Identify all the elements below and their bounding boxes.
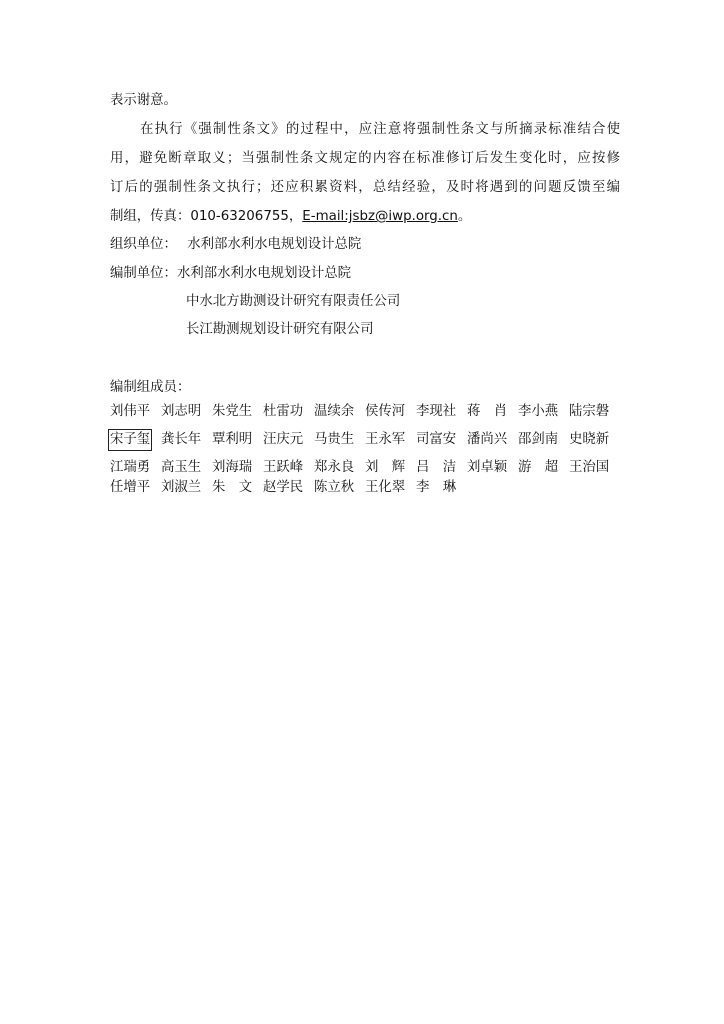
member-name: 朱 文	[212, 480, 253, 495]
member-name: 侯传河	[365, 404, 406, 419]
fax-text: 制组，传真：010-63206755，	[110, 209, 303, 224]
member-name: 刘淑兰	[161, 480, 202, 495]
organizer-label: 组织单位：	[110, 237, 177, 252]
member-name: 王化翠	[365, 480, 406, 495]
member-name: 李 琳	[416, 480, 457, 495]
paragraph-tail: 表示谢意。	[110, 93, 177, 108]
member-name: 邵剑南	[518, 432, 559, 447]
member-name: 杜雷功	[263, 404, 304, 419]
member-name: 覃利明	[212, 432, 253, 447]
members-label: 编制组成员：	[110, 380, 191, 395]
member-name: 刘卓颖	[467, 460, 508, 475]
compiler-unit-2: 中水北方勘测设计研究有限责任公司	[186, 294, 401, 309]
compiler-row	[110, 265, 620, 283]
member-name: 王治国	[569, 460, 610, 475]
members-row-1	[110, 403, 620, 423]
paragraph-line-1: 在执行《强制性条文》的过程中，应注意将强制性条文与所摘录标准结合使	[140, 122, 620, 137]
member-name: 任增平	[110, 480, 151, 495]
members-row-3	[110, 459, 620, 479]
member-name: 龚长年	[161, 432, 202, 447]
member-name: 司富安	[416, 432, 457, 447]
member-name: 李现社	[416, 404, 457, 419]
member-name: 刘伟平	[110, 404, 151, 419]
compiler-unit-1: 水利部水利水电规划设计总院	[176, 266, 352, 281]
member-name: 汪庆元	[263, 432, 304, 447]
paragraph-line-3: 订后的强制性条文执行；还应积累资料，总结经验，及时将遇到的问题反馈至编	[110, 180, 620, 195]
member-name: 吕 洁	[416, 460, 457, 475]
member-name: 朱党生	[212, 404, 253, 419]
member-name: 郑永良	[314, 460, 355, 475]
member-name: 温续余	[314, 404, 355, 419]
paragraph-line-4	[110, 208, 620, 226]
members-row-4	[110, 479, 620, 499]
member-name: 刘海瑞	[212, 460, 253, 475]
compiler-unit-3: 长江勘测规划设计研究有限公司	[186, 322, 374, 337]
members-row-2	[110, 431, 620, 451]
member-name: 宋子玺	[110, 432, 151, 447]
member-name: 王跃峰	[263, 460, 304, 475]
member-name: 陆宗磐	[569, 404, 610, 419]
compiler-label: 编制单位：	[110, 266, 177, 281]
member-name: 刘 辉	[365, 460, 406, 475]
organizer-row	[110, 236, 620, 254]
member-name: 蒋 肖	[467, 404, 508, 419]
member-name: 潘尚兴	[467, 432, 508, 447]
paragraph-line-2: 用，避免断章取义；当强制性条文规定的内容在标准修订后发生变化时，应按修	[110, 151, 620, 166]
member-name: 王永军	[365, 432, 406, 447]
period: 。	[457, 209, 472, 224]
member-name: 李小燕	[518, 404, 559, 419]
member-name: 游 超	[518, 460, 559, 475]
organizer-value: 水利部水利水电规划设计总院	[187, 237, 362, 252]
email-link[interactable]: E-mail:jsbz@iwp.org.cn	[302, 209, 458, 224]
member-name: 史晓新	[569, 432, 610, 447]
member-name: 陈立秋	[314, 480, 355, 495]
member-name: 马贵生	[314, 432, 355, 447]
member-name: 赵学民	[263, 480, 304, 495]
member-name: 江瑞勇	[110, 460, 151, 475]
member-name: 高玉生	[161, 460, 202, 475]
member-name: 刘志明	[161, 404, 202, 419]
